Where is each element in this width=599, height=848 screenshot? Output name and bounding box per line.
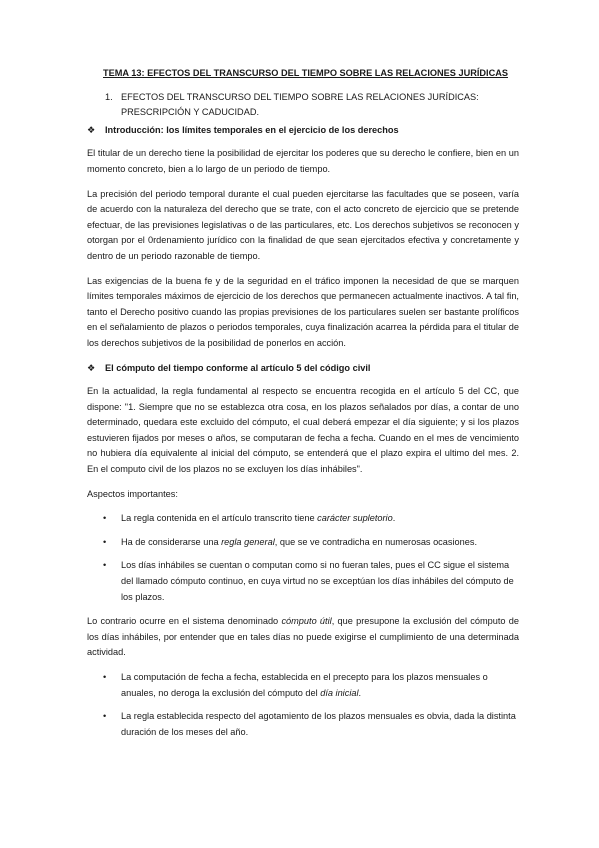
list-item-text: La regla establecida respecto del agotamiento de los plazos mensuales es obvia, dada la distinta duración de los meses del año. [121,711,516,737]
numbered-heading-text [121,90,519,121]
bullet-list-computacion [87,670,519,740]
document-title: TEMA 13: EFECTOS DEL TRANSCURSO DEL TIEMPO SOBRE LAS RELACIONES JURÍDICAS [103,68,508,78]
section-heading-text: Introducción: los límites temporales en el ejercicio de los derechos [105,124,399,135]
diamond-bullet-icon: ❖ [87,362,96,373]
paragraph: La precisión del periodo temporal durante el cual pueden ejercitarse las facultades que se poseen, varía de acuerdo con la naturaleza del derecho que se trate, con el acto concreto de ejercicio que se pretende efectuar, de las previsiones legislativas o de las particulares, etc. Los derechos subjetivos se reconocen y otorgan por el 0rdenamiento jurídico con la finalidad de que sean ejercitados efectiva y concretamente y dentro de un periodo razonable de tiempo. [87,188,519,261]
numbered-heading-line1: EFECTOS DEL TRANSCURSO DEL TIEMPO SOBRE LAS RELACIONES JURÍDICAS: [121,91,479,102]
bullet-icon: • [103,513,107,524]
diamond-bullet-icon: ❖ [87,124,96,135]
list-item [87,709,519,740]
list-item-text: La computación de fecha a fecha, establecida en el precepto para los plazos mensuales o anuales, no deroga la exclusión del cómputo del día inicial. [121,672,488,698]
aspects-label: Aspectos importantes: [87,488,178,499]
bullet-icon: • [103,536,107,547]
document-body [87,66,519,749]
bullet-list-aspects [87,511,519,605]
list-item-text: Los días inhábiles se cuentan o computan como si no fueran tales, pues el CC sigue el sistema del llamado cómputo continuo, en cuya virtud no se exceptúan los días inhábiles del cómputo de los plazos. [121,560,514,602]
section-heading-introduccion [87,123,519,139]
numbered-heading-line2: PRESCRIPCIÓN Y CADUCIDAD. [121,107,260,118]
section-heading-computo [87,361,519,377]
paragraph: Lo contrario ocurre en el sistema denominado cómputo útil, que presupone la exclusión del cómputo de los días inhábiles, por entender que en tales días no puede exigirse el cumplimiento de una determinada actividad. [87,616,519,658]
bullet-icon: • [103,672,107,682]
section-heading-text: El cómputo del tiempo conforme al artículo 5 del código civil [105,362,371,373]
list-item-text: La regla contenida en el artículo transcrito tiene carácter supletorio. [121,513,396,524]
list-item [87,535,519,551]
list-item [87,558,519,605]
paragraph: El titular de un derecho tiene la posibilidad de ejercitar los poderes que su derecho le confiere, bien en un momento concreto, bien a lo largo de un periodo de tiempo. [87,148,519,174]
list-item-text: Ha de considerarse una regla general, que se ve contradicha en numerosas ocasiones. [121,536,477,547]
paragraph: En la actualidad, la regla fundamental al respecto se encuentra recogida en el artículo 5 del CC, que dispone: "1. Siempre que no se establezca otra cosa, en los plazos señalados por días, a contar de uno determinado, quedara este excluido del cómputo, el cual deberá empezar el día siguiente; y si los plazos estuvieren fijados por meses o años, se computaran de fecha a fecha. Cuando en el mes de vencimiento no hubiera día equivalente al inicial del cómputo, se entenderá que el plazo expira el ultimo del mes. 2. En el computo civil de los plazos no se excluyen los días inhábiles". [87,386,519,475]
list-item [87,670,519,701]
numbered-heading [105,90,519,121]
paragraph: Las exigencias de la buena fe y de la seguridad en el tráfico imponen la necesidad de que se marquen límites temporales máximos de ejercicio de los derechos que permanecen actualmente inactivos. A tal fin, tanto el Derecho positivo cuando las propias previsiones de los particulares suelen ser bastante prolíficos en el señalamiento de plazos o periodos temporales, cuya finalización acarrea la pérdida para el titular de los derechos subjetivos de la posibilidad de ponerlos en acción. [87,275,519,348]
numbered-heading-number: 1. [105,91,113,102]
list-item [87,511,519,527]
bullet-icon: • [103,560,107,571]
bullet-icon: • [103,711,107,722]
